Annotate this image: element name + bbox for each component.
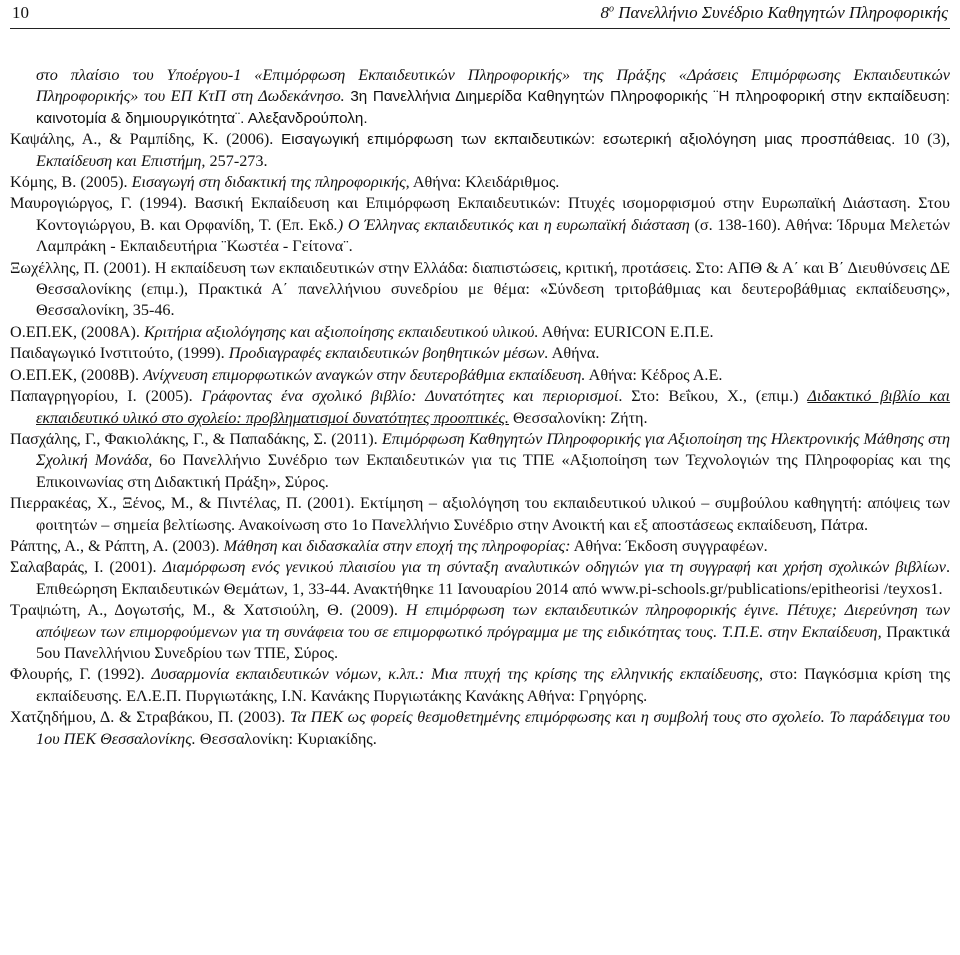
reference-item: Μαυρογιώργος, Γ. (1994). Βασική Εκπαίδευση και Επιμόρφωση Εκπαιδευτικών: Πτυχές ισομορφισμού στην Ευρωπαϊκή Διάσταση. Στου Κοντογιώργου, Β. και Ορφανίδη, Τ. (Επ. Εκδ.) Ο Έλληνας εκπαιδευτικός και η ευρωπαϊκή διάσταση (σ. 138-160). Αθήνα: Ίδρυμα Μελετών Λαμπράκη - Εκπαιδευτήρια ¨Κωστέα - Γείτονα¨.	[10, 194, 950, 256]
reference-continued: στο πλαίσιο του Υποέργου-1 «Επιμόρφωση Εκπαιδευτικών Πληροφορικής» της Πράξης «Δράσεις Επιμόρφωσης Εκπαιδευτικών Πληροφορικής» του ΕΠ ΚτΠ στη Δωδεκάνησο. 3η Πανελλήνια Διημερίδα Καθηγητών Πληροφορικής ¨Η πληροφορική στην εκπαίδευση: καινοτομία & δημιουργικότητα¨. Αλεξανδρούπολη.	[36, 66, 950, 127]
page-header	[10, 0, 950, 29]
reference-item: Ο.ΕΠ.ΕΚ, (2008Β). Ανίχνευση επιμορφωτικών αναγκών στην δευτεροβάθμια εκπαίδευση. Αθήνα: Κέδρος Α.Ε.	[10, 365, 723, 384]
running-title	[601, 3, 949, 23]
reference-item: Πασχάλης, Γ., Φακιολάκης, Γ., & Παπαδάκης, Σ. (2011). Επιμόρφωση Καθηγητών Πληροφορικής για Αξιοποίηση της Ηλεκτρονικής Μάθησης στη Σχολική Μονάδα, 6ο Πανελλήνιο Συνέδριο των Εκπαιδευτικών για τις ΤΠΕ «Αξιοποίηση των Τεχνολογιών της Πληροφορίας και της Επικοινωνίας στη Διδακτική Πράξη», Σύρος.	[10, 429, 950, 491]
page-number: 10	[12, 3, 29, 22]
reference-list	[10, 65, 950, 750]
reference-item: Ράπτης, Α., & Ράπτη, Α. (2003). Μάθηση και διδασκαλία στην εποχή της πληροφορίας: Αθήνα: Έκδοση συγγραφέων.	[10, 536, 768, 555]
reference-item: Παπαγρηγορίου, Ι. (2005). Γράφοντας ένα σχολικό βιβλίο: Δυνατότητες και περιορισμοί. Στο: Βεΐκου, Χ., (επιμ.) Διδακτικό βιβλίο και εκπαιδευτικό υλικό στο σχολείο: προβληματισμοί δυνατότητες προοπτικές. Θεσσαλονίκη: Ζήτη.	[10, 387, 951, 427]
reference-item: Φλουρής, Γ. (1992). Δυσαρμονία εκπαιδευτικών νόμων, κ.λπ.: Μια πτυχή της κρίσης της ελληνικής εκπαίδευσης, στο: Παγκόσμια κρίση της εκπαίδευσης. ΕΛ.Ε.Π. Πυργιωτάκης, Ι.Ν. Κανάκης Πυργιωτάκης Κανάκης Αθήνα: Γρηγόρης.	[10, 665, 950, 705]
reference-item: Σαλαβαράς, Ι. (2001). Διαμόρφωση ενός γενικού πλαισίου για τη σύνταξη αναλυτικών οδηγιών για τη συγγραφή και χρήση σχολικών βιβλίων. Επιθεώρηση Εκπαιδευτικών Θεμάτων, 1, 33-44. Ανακτήθηκε 11 Ιανουαρίου 2014 από www.pi-schools.gr/publications/epitheorisi /teyxos1.	[10, 558, 951, 598]
title-text: Πανελλήνιο Συνέδριο Καθηγητών Πληροφορικής	[614, 3, 948, 22]
reference-item: Κόμης, Β. (2005). Εισαγωγή στη διδακτική της πληροφορικής, Αθήνα: Κλειδάριθμος.	[10, 173, 560, 192]
reference-item: Χατζηδήμου, Δ. & Στραβάκου, Π. (2003). Τα ΠΕΚ ως φορείς θεσμοθετημένης επιμόρφωσης και η συμβολή τους στο σχολείο. Το παράδειγμα του 1ου ΠΕΚ Θεσσαλονίκης. Θεσσαλονίκη: Κυριακίδης.	[10, 708, 950, 748]
reference-item: Τραψιώτη, Α., Δογωτσής, Μ., & Χατσιούλη, Θ. (2009). Η επιμόρφωση των εκπαιδευτικών πληροφορικής έγινε. Πέτυχε; Διερεύνηση των απόψεων των επιμορφούμενων για τη συνάφεια του σε επιμορφωτικό πρόγραμμα με της ειδικότητας τους. Τ.Π.Ε. στην Εκπαίδευση, Πρακτικά 5ου Πανελλήνιου Συνεδρίου των ΤΠΕ, Σύρος.	[10, 601, 951, 662]
reference-item: Καψάλης, Α., & Ραμπίδης, Κ. (2006). Εισαγωγική επιμόρφωση των εκπαιδευτικών: εσωτερική αξιολόγηση μιας προσπάθειας. 10 (3), Εκπαίδευση και Επιστήμη, 257-273.	[10, 130, 950, 170]
title-ordinal: 8	[600, 3, 609, 22]
reference-item: Ξωχέλλης, Π. (2001). Η εκπαίδευση των εκπαιδευτικών στην Ελλάδα: διαπιστώσεις, κριτική, προτάσεις. Στο: ΑΠΘ & Α΄ και Β΄ Διευθύνσεις ΔΕ Θεσσαλονίκης (επιμ.), Πρακτικά Α΄ πανελλήνιου συνεδρίου με θέμα: «Σύνδεση τριτοβάθμιας και δευτεροβάθμιας εκπαίδευσης», Θεσσαλονίκη, 35-46.	[10, 258, 950, 320]
title-ordinal-suffix: ο	[609, 3, 614, 15]
reference-item: Ο.ΕΠ.ΕΚ, (2008Α). Κριτήρια αξιολόγησης και αξιοποίησης εκπαιδευτικού υλικού. Αθήνα: EURICON Ε.Π.Ε.	[10, 322, 714, 341]
reference-item: Παιδαγωγικό Ινστιτούτο, (1999). Προδιαγραφές εκπαιδευτικών βοηθητικών μέσων. Αθήνα.	[10, 344, 600, 363]
reference-item: Πιερρακέας, Χ., Ξένος, Μ., & Πιντέλας, Π. (2001). Εκτίμηση – αξιολόγηση του εκπαιδευτικού υλικού – συμβούλου καθηγητή: απόψεις των φοιτητών – σημεία βελτίωσης. Ανακοίνωση στο 1ο Πανελλήνιο Συνέδριο στην Ανοικτή και εξ αποστάσεως εκπαίδευση, Πάτρα.	[10, 494, 950, 534]
